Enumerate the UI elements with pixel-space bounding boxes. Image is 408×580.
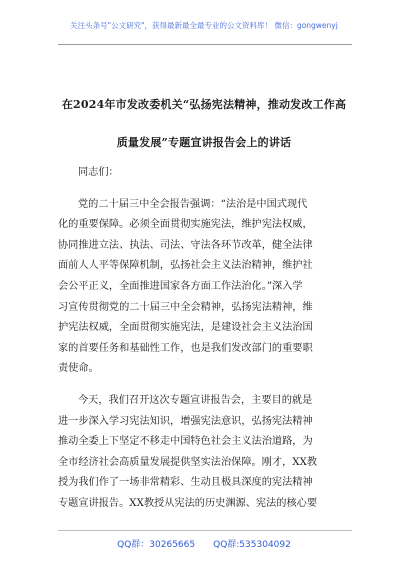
promo-banner: 关注头条号"公文研究"，获得最新最全最专业的公文资料库！ 微信：gongwenyj — [70, 21, 338, 30]
body-line: 推动全委上下坚定不移走中国特色社会主义法治道路，为 — [58, 436, 313, 448]
document-body — [58, 163, 350, 515]
body-line: 会公平正义，全面推进国家各方面工作法治化。”深入学 — [58, 280, 303, 292]
body-line: 护宪法权威，全面贯彻实施宪法，是建设社会主义法治国 — [58, 322, 313, 334]
qq-group-1: QQ群：30265665 — [117, 540, 196, 550]
body-line: 家的首要任务和基础性工作，也是我们发改部门的重要职 — [58, 342, 313, 354]
body-line: 习宣传贯彻党的二十届三中全会精神，弘扬宪法精神，维 — [58, 301, 313, 313]
paragraph-2 — [58, 391, 350, 515]
footer-contact — [0, 537, 408, 550]
body-line: 授为我们作了一场非常精彩、生动且极具深度的宪法精神 — [58, 477, 313, 489]
body-line: 专题宣讲报告。XX教授从宪法的历史渊源、宪法的核心要 — [58, 497, 318, 509]
body-line: 今天，我们召开这次专题宣讲报告会，主要目的就是 — [78, 394, 313, 406]
body-line: 协同推进立法、执法、司法、守法各环节改革，健全法律 — [58, 239, 313, 251]
body-line: 党的二十届三中全会报告强调：“法治是中国式现代 — [78, 198, 308, 210]
body-line: 全市经济社会高质量发展提供坚实法治保障。刚才，XX教 — [58, 456, 318, 468]
qq-group-2: QQ群:535304092 — [213, 540, 291, 550]
salutation: 同志们： — [78, 167, 119, 178]
body-line: 化的重要保障。必须全面贯彻实施宪法，维护宪法权威， — [58, 219, 313, 231]
body-line: 责使命。 — [58, 363, 99, 375]
header-divider — [58, 44, 352, 45]
paragraph-1 — [58, 195, 350, 380]
body-line: 面前人人平等保障机制，弘扬社会主义法治精神，维护社 — [58, 260, 313, 272]
document-title-line-2: 质量发展”专题宣讲报告会上的讲话 — [116, 136, 292, 149]
footer-divider — [58, 530, 352, 531]
body-line: 进一步深入学习宪法知识，增强宪法意识，弘扬宪法精神 — [58, 415, 313, 427]
document-title-line-1: 在2024年市发改委机关“弘扬宪法精神，推动发改工作高 — [61, 98, 347, 111]
